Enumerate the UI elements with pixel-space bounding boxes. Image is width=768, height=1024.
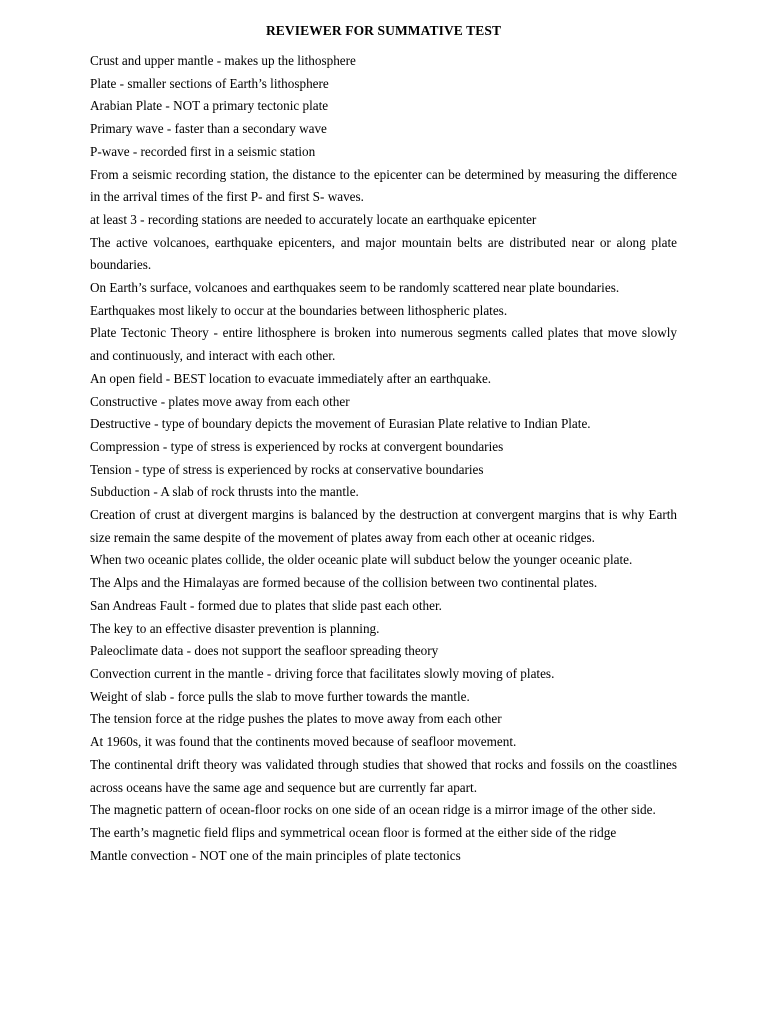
reviewer-item: Primary wave - faster than a secondary wave <box>90 121 327 137</box>
reviewer-item: The magnetic pattern of ocean-floor rocks on one side of an ocean ridge is a mirror image of the other side. <box>90 802 656 818</box>
reviewer-item: Destructive - type of boundary depicts the movement of Eurasian Plate relative to Indian Plate. <box>90 416 591 432</box>
reviewer-item: Plate Tectonic Theory - entire lithosphere is broken into numerous segments called plates that move slowly and continuously, and interact with each other. <box>90 325 677 364</box>
reviewer-item: The Alps and the Himalayas are formed because of the collision between two continental plates. <box>90 575 598 591</box>
reviewer-item: Earthquakes most likely to occur at the boundaries between lithospheric plates. <box>90 302 508 318</box>
reviewer-item: San Andreas Fault - formed due to plates that slide past each other. <box>90 597 442 613</box>
reviewer-item: The key to an effective disaster prevention is planning. <box>90 620 380 636</box>
reviewer-list <box>90 50 677 867</box>
reviewer-item: Compression - type of stress is experienced by rocks at convergent boundaries <box>90 438 504 454</box>
reviewer-item: The earth’s magnetic field flips and symmetrical ocean floor is formed at the either side of the ridge <box>90 824 617 840</box>
reviewer-item: Mantle convection - NOT one of the main principles of plate tectonics <box>90 847 461 863</box>
reviewer-item: Weight of slab - force pulls the slab to move further towards the mantle. <box>90 688 470 704</box>
reviewer-item: The active volcanoes, earthquake epicenters, and major mountain belts are distributed near or along plate boundaries. <box>90 234 677 273</box>
reviewer-item: P-wave - recorded first in a seismic station <box>90 143 316 159</box>
reviewer-item: The tension force at the ridge pushes the plates to move away from each other <box>90 711 502 727</box>
reviewer-item: Creation of crust at divergent margins is balanced by the destruction at convergent margins that is why Earth size remain the same despite of the movement of plates away from each other at oceanic ridges. <box>90 507 677 545</box>
reviewer-item: Plate - smaller sections of Earth’s lithosphere <box>90 75 329 91</box>
reviewer-item: Constructive - plates move away from each other <box>90 393 350 409</box>
document-title: REVIEWER FOR SUMMATIVE TEST <box>265 23 502 38</box>
document-page <box>90 19 677 867</box>
reviewer-item: Tension - type of stress is experienced by rocks at conservative boundaries <box>90 461 484 477</box>
reviewer-item: From a seismic recording station, the distance to the epicenter can be determined by measuring the difference in the arrival times of the first P- and first S- waves. <box>90 166 677 205</box>
reviewer-item: An open field - BEST location to evacuate immediately after an earthquake. <box>90 370 492 386</box>
reviewer-item: Arabian Plate - NOT a primary tectonic plate <box>90 98 329 114</box>
reviewer-item: On Earth’s surface, volcanoes and earthquakes seem to be randomly scattered near plate boundaries. <box>90 280 620 296</box>
reviewer-item: Convection current in the mantle - driving force that facilitates slowly moving of plates. <box>90 665 555 681</box>
reviewer-item: Subduction - A slab of rock thrusts into the mantle. <box>90 484 359 500</box>
reviewer-item: The continental drift theory was validated through studies that showed that rocks and fossils on the coastlines across oceans have the same age and sequence but are currently far apart. <box>90 756 677 795</box>
reviewer-item: Crust and upper mantle - makes up the lithosphere <box>90 53 356 68</box>
reviewer-item: at least 3 - recording stations are needed to accurately locate an earthquake epicenter <box>90 211 537 227</box>
reviewer-item: At 1960s, it was found that the continents moved because of seafloor movement. <box>90 734 517 750</box>
reviewer-item: When two oceanic plates collide, the older oceanic plate will subduct below the younger oceanic plate. <box>90 552 633 568</box>
reviewer-item: Paleoclimate data - does not support the seafloor spreading theory <box>90 643 439 659</box>
